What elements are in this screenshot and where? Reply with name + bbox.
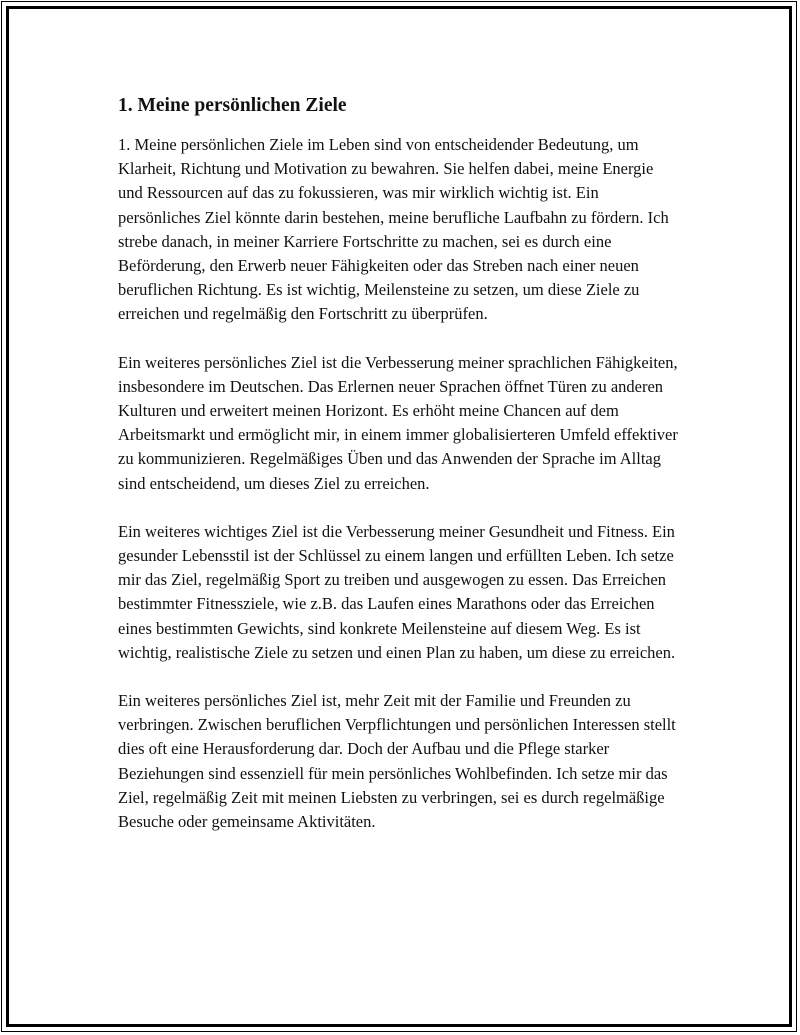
document-body [118, 93, 678, 858]
paragraph-health-goals: Ein weiteres wichtiges Ziel ist die Verbesserung meiner Gesundheit und Fitness. Ein gesunder Lebensstil ist der Schlüssel zu einem langen und erfüllten Leben. Ich setze mir das Ziel, regelmäßig Sport zu treiben und ausgewogen zu essen. Das Erreichen bestimmter Fitnessziele, wie z.B. das Laufen eines Marathons oder das Erreichen eines bestimmten Gewichts, sind konkrete Meilensteine auf diesem Weg. Es ist wichtig, realistische Ziele zu setzen und einen Plan zu haben, um diese zu erreichen. [118, 521, 676, 662]
paragraph-career-goals: 1. Meine persönlichen Ziele im Leben sind von entscheidender Bedeutung, um Klarheit, Richtung und Motivation zu bewahren. Sie helfen dabei, meine Energie und Ressourcen auf das zu fokussieren, was mir wirklich wichtig ist. Ein persönliches Ziel könnte darin bestehen, meine berufliche Laufbahn zu fördern. Ich strebe danach, in meiner Karriere Fortschritte zu machen, sei es durch eine Beförderung, den Erwerb neuer Fähigkeiten oder das Streben nach einer neuen beruflichen Richtung. Es ist wichtig, Meilensteine zu setzen, um diese Ziele zu erreichen und regelmäßig den Fortschritt zu überprüfen. [118, 135, 669, 324]
page-title: 1. Meine persönlichen Ziele [118, 95, 347, 116]
paragraph-family-goals: Ein weiteres persönliches Ziel ist, mehr Zeit mit der Familie und Freunden zu verbringen. Zwischen beruflichen Verpflichtungen und persönlichen Interessen stellt dies oft eine Herausforderung dar. Doch der Aufbau und die Pflege starker Beziehungen sind essenziell für mein persönliches Wohlbefinden. Ich setze mir das Ziel, regelmäßig Zeit mit meinen Liebsten zu verbringen, sei es durch regelmäßige Besuche oder gemeinsame Aktivitäten. [118, 691, 676, 832]
paragraph-language-goals: Ein weiteres persönliches Ziel ist die Verbesserung meiner sprachlichen Fähigkeiten, insbesondere im Deutschen. Das Erlernen neuer Sprachen öffnet Türen zu anderen Kulturen und erweitert meinen Horizont. Es erhöht meine Chancen auf dem Arbeitsmarkt und ermöglicht mir, in einem immer globalisierteren Umfeld effektiver zu kommunizieren. Regelmäßiges Üben und das Anwenden der Sprache im Alltag sind entscheidend, um dieses Ziel zu erreichen. [118, 352, 678, 493]
